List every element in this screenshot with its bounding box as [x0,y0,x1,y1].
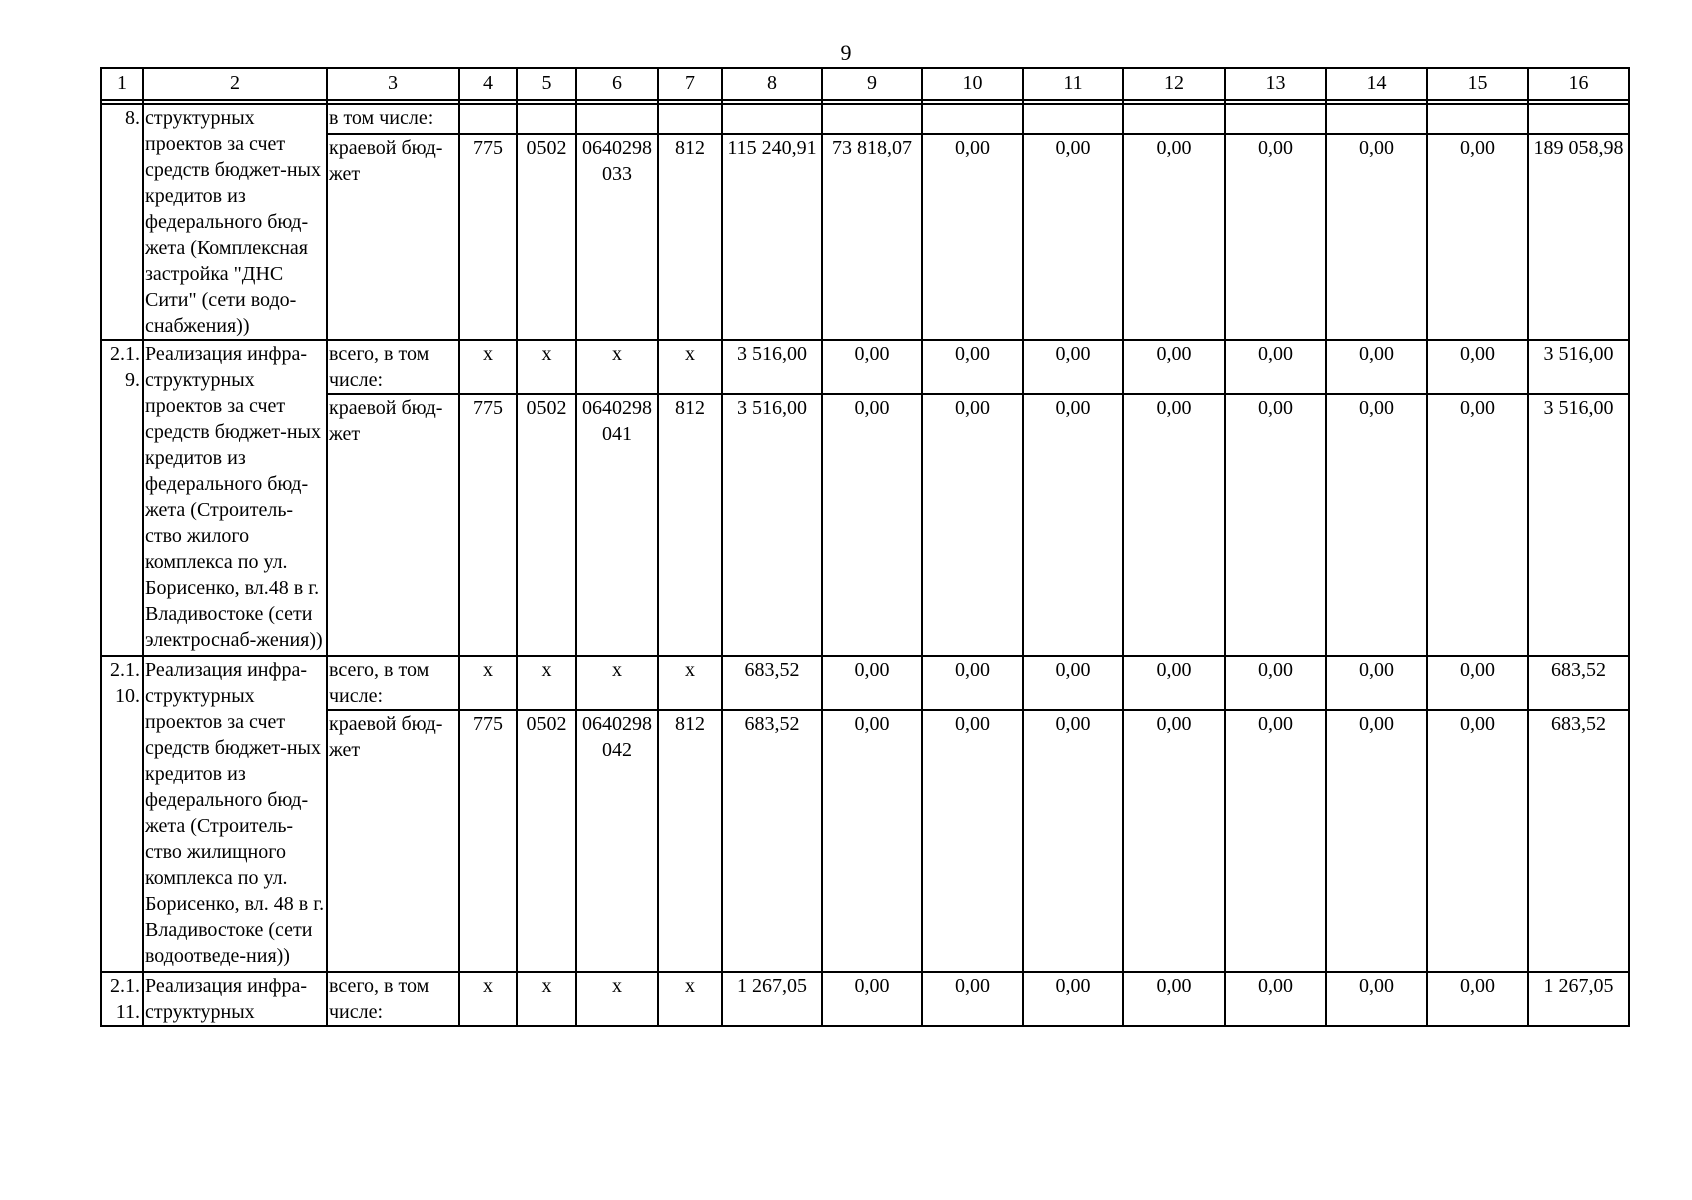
header-cell-10: 10 [922,68,1023,100]
header-cell-4: 4 [459,68,517,100]
header-cell-8: 8 [722,68,822,100]
code-col-6: x [576,656,658,710]
funding-source: всего, в том числе: [327,656,459,710]
value-col-9 [822,104,922,134]
code-col-6: x [576,340,658,394]
value-col-15: 0,00 [1427,656,1528,710]
header-cell-15: 15 [1427,68,1528,100]
value-col-9: 0,00 [822,394,922,656]
item-number: 2.1. 11. [101,972,143,1026]
code-col-5: x [517,656,576,710]
code-col-7 [658,104,722,134]
funding-source: в том числе: [327,104,459,134]
code-col-4: 775 [459,394,517,656]
value-col-8: 3 516,00 [722,394,822,656]
value-col-8: 1 267,05 [722,972,822,1026]
value-col-13 [1225,104,1326,134]
funding-source: всего, в том числе: [327,340,459,394]
value-col-13: 0,00 [1225,394,1326,656]
value-col-13: 0,00 [1225,710,1326,972]
value-col-11: 0,00 [1023,710,1123,972]
table-row [101,656,1629,710]
value-col-9: 0,00 [822,710,922,972]
value-col-16: 1 267,05 [1528,972,1629,1026]
header-cell-11: 11 [1023,68,1123,100]
header-cell-7: 7 [658,68,722,100]
item-number: 8. [101,104,143,340]
code-col-7: x [658,972,722,1026]
value-col-10: 0,00 [922,340,1023,394]
value-col-15: 0,00 [1427,394,1528,656]
item-number: 2.1. 10. [101,656,143,972]
value-col-15: 0,00 [1427,134,1528,340]
header-row [101,68,1629,100]
value-col-16: 3 516,00 [1528,340,1629,394]
code-col-4 [459,104,517,134]
value-col-11 [1023,104,1123,134]
code-col-7: x [658,656,722,710]
code-col-4: x [459,656,517,710]
value-col-9: 0,00 [822,656,922,710]
code-col-6: x [576,972,658,1026]
item-number: 2.1. 9. [101,340,143,656]
value-col-9: 0,00 [822,972,922,1026]
code-col-7: 812 [658,710,722,972]
value-col-12: 0,00 [1123,340,1225,394]
item-name: структурных проектов за счет средств бюджет-ных кредитов из федерального бюд-жета (Комплексная застройка "ДНС Сити" (сети водо-снабжения)) [143,104,327,340]
value-col-13: 0,00 [1225,340,1326,394]
value-col-8: 115 240,91 [722,134,822,340]
code-col-4: x [459,340,517,394]
code-col-7: 812 [658,394,722,656]
value-col-15: 0,00 [1427,972,1528,1026]
funding-source: всего, в том числе: [327,972,459,1026]
value-col-16: 3 516,00 [1528,394,1629,656]
code-col-5: x [517,340,576,394]
value-col-12: 0,00 [1123,656,1225,710]
header-cell-6: 6 [576,68,658,100]
header-cell-9: 9 [822,68,922,100]
value-col-11: 0,00 [1023,394,1123,656]
value-col-10: 0,00 [922,972,1023,1026]
code-col-5: 0502 [517,134,576,340]
funding-source: краевой бюд-жет [327,710,459,972]
value-col-10: 0,00 [922,134,1023,340]
item-name: Реализация инфра-структурных проектов за счет средств бюджет-ных кредитов из федерального бюд-жета (Строитель-ство жилищного комплекса по ул. Борисенко, вл. 48 в г. Владивостоке (сети водоотведе-ния)) [143,656,327,972]
item-name: Реализация инфра-структурных проектов за счет средств бюджет-ных кредитов из федерального бюд-жета (Строитель-ство жилого комплекса по ул. Борисенко, вл.48 в г. Владивостоке (сети электроснаб-жения)) [143,340,327,656]
code-col-6: 0640298 041 [576,394,658,656]
table-row [101,104,1629,134]
value-col-9: 0,00 [822,340,922,394]
value-col-8: 683,52 [722,710,822,972]
value-col-8 [722,104,822,134]
value-col-14: 0,00 [1326,656,1427,710]
table-row [101,710,1629,972]
value-col-10 [922,104,1023,134]
code-col-6: 0640298 042 [576,710,658,972]
header-cell-1: 1 [101,68,143,100]
code-col-7: 812 [658,134,722,340]
header-cell-3: 3 [327,68,459,100]
value-col-9: 73 818,07 [822,134,922,340]
funding-source: краевой бюд-жет [327,134,459,340]
code-col-5: 0502 [517,710,576,972]
header-cell-14: 14 [1326,68,1427,100]
value-col-14: 0,00 [1326,134,1427,340]
value-col-12: 0,00 [1123,134,1225,340]
value-col-15 [1427,104,1528,134]
page-number: 9 [840,40,852,65]
value-col-11: 0,00 [1023,972,1123,1026]
value-col-14: 0,00 [1326,710,1427,972]
table-row [101,134,1629,340]
value-col-14: 0,00 [1326,394,1427,656]
header-cell-12: 12 [1123,68,1225,100]
funding-source: краевой бюд-жет [327,394,459,656]
value-col-15: 0,00 [1427,340,1528,394]
value-col-13: 0,00 [1225,134,1326,340]
value-col-11: 0,00 [1023,656,1123,710]
code-col-4: 775 [459,710,517,972]
value-col-10: 0,00 [922,710,1023,972]
value-col-13: 0,00 [1225,656,1326,710]
table-row [101,972,1629,1026]
budget-table [100,67,1630,1027]
code-col-5: 0502 [517,394,576,656]
value-col-8: 3 516,00 [722,340,822,394]
header-cell-2: 2 [143,68,327,100]
value-col-14: 0,00 [1326,340,1427,394]
value-col-10: 0,00 [922,656,1023,710]
table-row [101,340,1629,394]
value-col-16: 189 058,98 [1528,134,1629,340]
code-col-4: 775 [459,134,517,340]
code-col-5: x [517,972,576,1026]
value-col-8: 683,52 [722,656,822,710]
code-col-6: 0640298 033 [576,134,658,340]
code-col-4: x [459,972,517,1026]
table-row [101,394,1629,656]
code-col-7: x [658,340,722,394]
value-col-11: 0,00 [1023,134,1123,340]
value-col-15: 0,00 [1427,710,1528,972]
value-col-10: 0,00 [922,394,1023,656]
value-col-12: 0,00 [1123,972,1225,1026]
item-name: Реализация инфра-структурных [143,972,327,1026]
header-cell-16: 16 [1528,68,1629,100]
code-col-6 [576,104,658,134]
value-col-14 [1326,104,1427,134]
code-col-5 [517,104,576,134]
value-col-12 [1123,104,1225,134]
value-col-13: 0,00 [1225,972,1326,1026]
value-col-16: 683,52 [1528,656,1629,710]
value-col-16: 683,52 [1528,710,1629,972]
header-cell-13: 13 [1225,68,1326,100]
value-col-12: 0,00 [1123,710,1225,972]
value-col-12: 0,00 [1123,394,1225,656]
header-cell-5: 5 [517,68,576,100]
value-col-14: 0,00 [1326,972,1427,1026]
value-col-16 [1528,104,1629,134]
value-col-11: 0,00 [1023,340,1123,394]
